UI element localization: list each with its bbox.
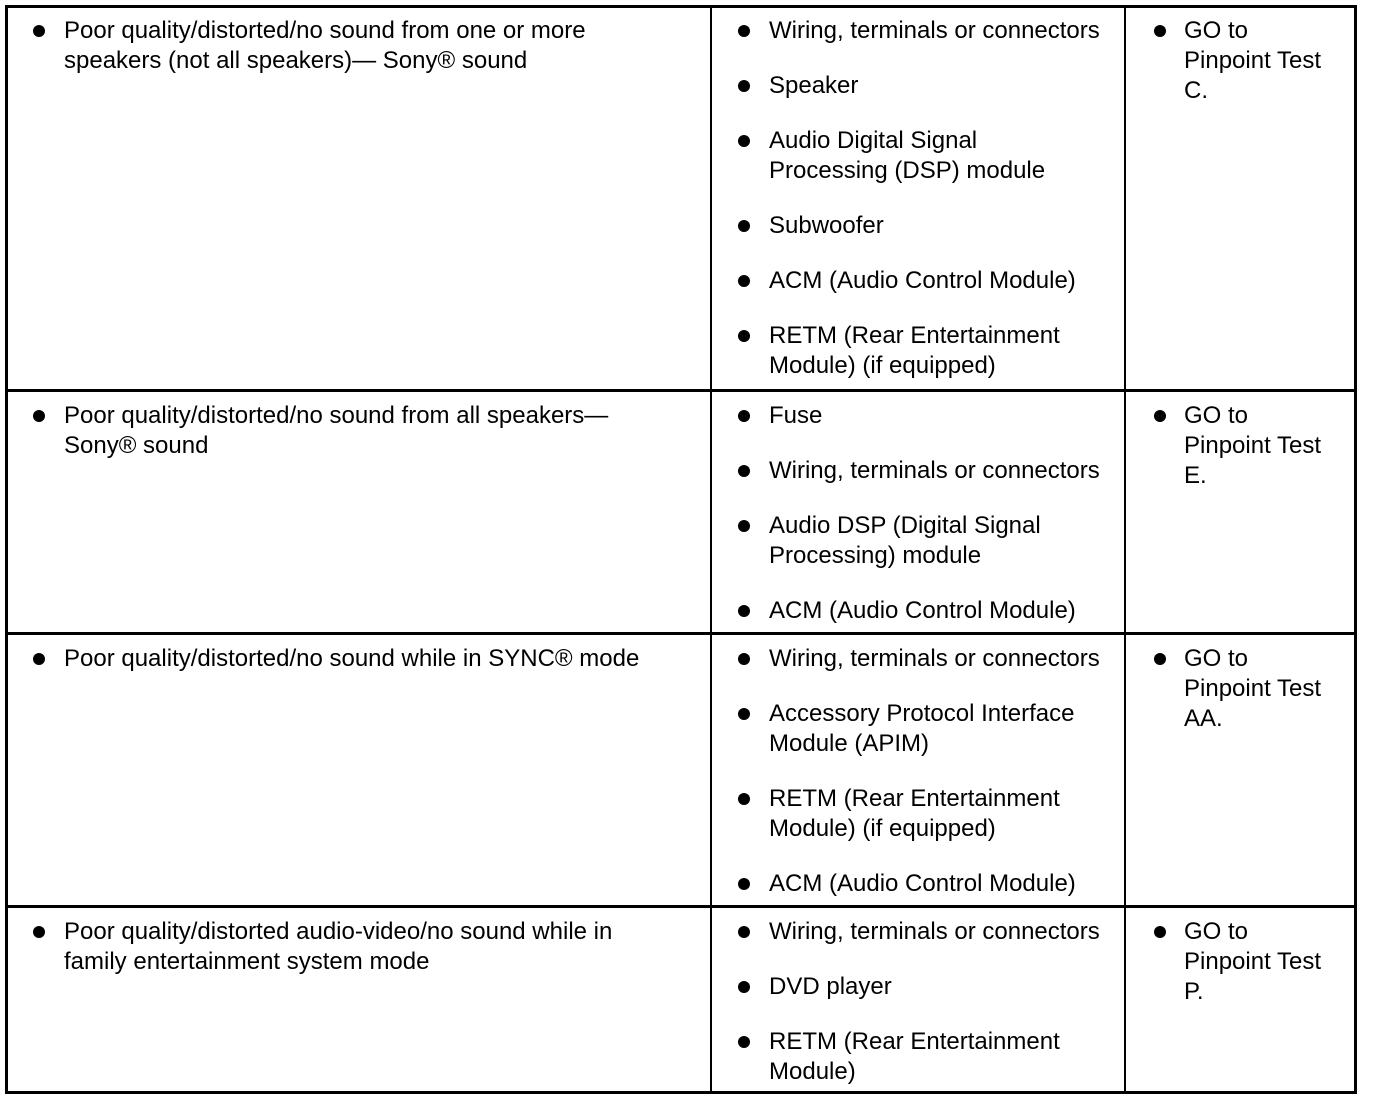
cause-cell [712, 8, 1124, 390]
cause-cell [712, 392, 1124, 633]
text-line: Module) [769, 1058, 856, 1085]
cause-item [769, 644, 1100, 674]
cause-item [769, 699, 1074, 759]
text-line: Pinpoint Test [1184, 47, 1321, 74]
symptom-cell [8, 392, 710, 633]
text-line: Fuse [769, 402, 823, 429]
text-line: Pinpoint Test [1184, 675, 1321, 702]
cause-item [769, 456, 1100, 486]
text-line: Module (APIM) [769, 730, 930, 757]
cause-item [769, 784, 1060, 844]
text-line: DVD player [769, 973, 892, 1000]
bullet-icon [738, 220, 750, 232]
bullet-icon [738, 275, 750, 287]
symptom-chart-table [5, 5, 1357, 1094]
bullet-icon [1154, 653, 1166, 665]
bullet-icon [738, 135, 750, 147]
bullet-icon [1154, 926, 1166, 938]
bullet-icon [738, 708, 750, 720]
symptom-cell [8, 8, 710, 390]
text-line: Speaker [769, 72, 859, 99]
text-line: RETM (Rear Entertainment [769, 322, 1060, 349]
bullet-icon [1154, 410, 1166, 422]
text-line: Poor quality/distorted/no sound from one or more [64, 17, 586, 44]
table-row [8, 8, 1354, 390]
bullet-icon [738, 520, 750, 532]
action-text [1184, 401, 1321, 491]
action-cell [1126, 635, 1354, 906]
text-line: RETM (Rear Entertainment [769, 785, 1060, 812]
text-line: family entertainment system mode [64, 948, 430, 975]
cause-item [769, 211, 884, 241]
symptom-text [64, 16, 586, 76]
text-line: Poor quality/distorted audio-video/no sound while in [64, 918, 613, 945]
text-line: Module) (if equipped) [769, 815, 996, 842]
symptom-text [64, 917, 612, 977]
bullet-icon [738, 793, 750, 805]
action-cell [1126, 392, 1354, 633]
action-cell [1126, 8, 1354, 390]
cause-item [769, 401, 822, 431]
cause-cell [712, 908, 1124, 1091]
text-line: GO to [1184, 645, 1249, 672]
bullet-icon [33, 25, 45, 37]
bullet-icon [738, 926, 750, 938]
text-line: GO to [1184, 402, 1249, 429]
cause-item [769, 71, 858, 101]
text-line: Wiring, terminals or connectors [769, 457, 1100, 484]
bullet-icon [738, 330, 750, 342]
text-line: Audio DSP (Digital Signal [769, 512, 1041, 539]
cause-item [769, 266, 1076, 296]
text-line: Poor quality/distorted/no sound while in SYNC® mode [64, 645, 640, 672]
text-line: P. [1184, 978, 1204, 1005]
cause-item [769, 16, 1100, 46]
cause-item [769, 126, 1045, 186]
action-text [1184, 16, 1321, 106]
text-line: Wiring, terminals or connectors [769, 918, 1100, 945]
text-line: Processing) module [769, 542, 982, 569]
text-line: Accessory Protocol Interface [769, 700, 1075, 727]
bullet-icon [738, 653, 750, 665]
table-row [8, 905, 1354, 1091]
text-line: AA. [1184, 705, 1223, 732]
bullet-icon [738, 25, 750, 37]
text-line: Wiring, terminals or connectors [769, 645, 1100, 672]
action-text [1184, 644, 1321, 734]
table-row [8, 389, 1354, 633]
text-line: Subwoofer [769, 212, 884, 239]
symptom-text [64, 401, 608, 461]
cause-item [769, 972, 892, 1002]
cause-item [769, 321, 1060, 381]
cause-item [769, 869, 1076, 899]
text-line: GO to [1184, 918, 1249, 945]
text-line: ACM (Audio Control Module) [769, 267, 1076, 294]
cause-item [769, 917, 1100, 947]
text-line: Sony® sound [64, 432, 209, 459]
text-line: Pinpoint Test [1184, 432, 1321, 459]
table-row [8, 632, 1354, 906]
cause-item [769, 511, 1041, 571]
text-line: Audio Digital Signal [769, 127, 978, 154]
text-line: RETM (Rear Entertainment [769, 1028, 1060, 1055]
symptom-text [64, 644, 639, 674]
symptom-cell [8, 908, 710, 1091]
bullet-icon [738, 1036, 750, 1048]
text-line: C. [1184, 77, 1208, 104]
text-line: Pinpoint Test [1184, 948, 1321, 975]
text-line: Poor quality/distorted/no sound from all speakers— [64, 402, 609, 429]
text-line: ACM (Audio Control Module) [769, 597, 1076, 624]
text-line: Module) (if equipped) [769, 352, 996, 379]
cause-item [769, 596, 1076, 626]
text-line: ACM (Audio Control Module) [769, 870, 1076, 897]
bullet-icon [738, 878, 750, 890]
text-line: GO to [1184, 17, 1249, 44]
cause-cell [712, 635, 1124, 906]
bullet-icon [738, 410, 750, 422]
action-cell [1126, 908, 1354, 1091]
text-line: Wiring, terminals or connectors [769, 17, 1100, 44]
bullet-icon [33, 653, 45, 665]
action-text [1184, 917, 1321, 1007]
bullet-icon [738, 605, 750, 617]
bullet-icon [738, 465, 750, 477]
bullet-icon [33, 926, 45, 938]
text-line: Processing (DSP) module [769, 157, 1046, 184]
text-line: E. [1184, 462, 1207, 489]
text-line: speakers (not all speakers)— Sony® sound [64, 47, 528, 74]
bullet-icon [738, 80, 750, 92]
bullet-icon [738, 981, 750, 993]
symptom-cell [8, 635, 710, 906]
bullet-icon [1154, 25, 1166, 37]
bullet-icon [33, 410, 45, 422]
cause-item [769, 1027, 1060, 1087]
